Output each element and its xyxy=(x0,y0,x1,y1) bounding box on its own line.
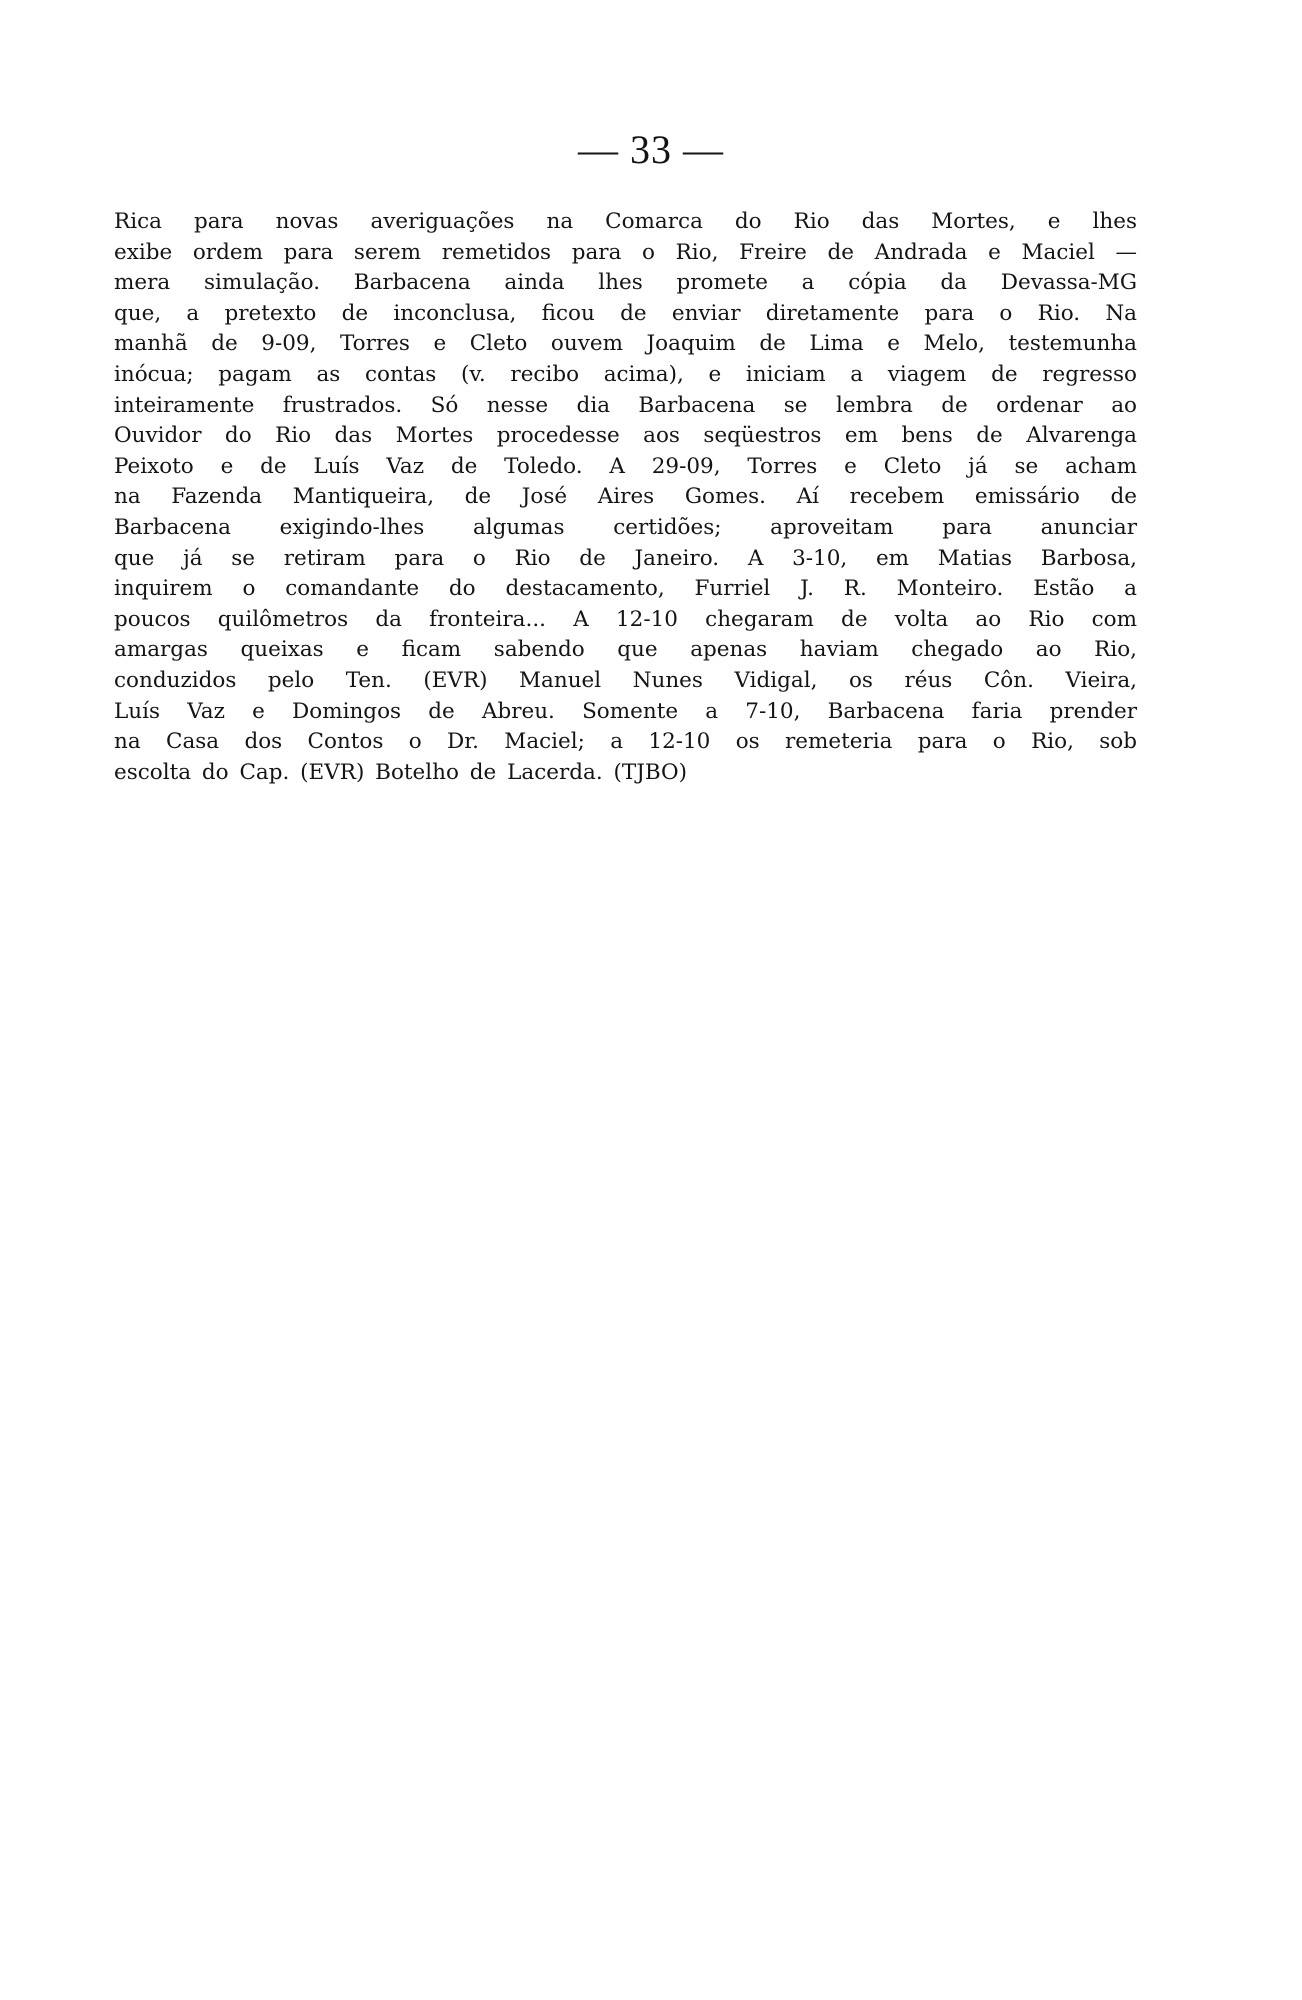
text-line: Peixoto e de Luís Vaz de Toledo. A 29-09, Torres e Cleto já se acham xyxy=(114,453,1137,479)
text-line: amargas queixas e ficam sabendo que apenas haviam chegado ao Rio, xyxy=(114,637,1137,663)
text-line: que, a pretexto de inconclusa, ficou de enviar diretamente para o Rio. Na xyxy=(114,300,1137,326)
text-line: na Fazenda Mantiqueira, de José Aires Gomes. Aí recebem emissário de xyxy=(114,484,1137,510)
text-line: conduzidos pelo Ten. (EVR) Manuel Nunes Vidigal, os réus Côn. Vieira, xyxy=(114,667,1137,693)
text-line: que já se retiram para o Rio de Janeiro. A 3-10, em Matias Barbosa, xyxy=(114,545,1137,571)
text-line: na Casa dos Contos o Dr. Maciel; a 12-10 os remeteria para o Rio, sob xyxy=(114,729,1137,755)
text-line: inteiramente frustrados. Só nesse dia Barbacena se lembra de ordenar ao xyxy=(114,392,1137,418)
text-line: mera simulação. Barbacena ainda lhes promete a cópia da Devassa-MG xyxy=(114,270,1137,296)
text-line: inquirem o comandante do destacamento, Furriel J. R. Monteiro. Estão a xyxy=(114,576,1137,602)
text-line: manhã de 9-09, Torres e Cleto ouvem Joaquim de Lima e Melo, testemunha xyxy=(114,331,1137,357)
text-line: Luís Vaz e Domingos de Abreu. Somente a 7-10, Barbacena faria prender xyxy=(114,698,1137,724)
text-line: poucos quilômetros da fronteira... A 12-10 chegaram de volta ao Rio com xyxy=(114,606,1137,632)
text-line: Rica para novas averiguações na Comarca do Rio das Mortes, e lhes xyxy=(114,209,1137,234)
text-line: exibe ordem para serem remetidos para o Rio, Freire de Andrada e Maciel — xyxy=(114,239,1137,265)
text-line: escolta do Cap. (EVR) Botelho de Lacerda. (TJBO) xyxy=(114,759,688,785)
text-line: inócua; pagam as contas (v. recibo acima), e iniciam a viagem de regresso xyxy=(114,361,1137,387)
text-line: Barbacena exigindo-lhes algumas certidões; aproveitam para anunciar xyxy=(114,514,1137,540)
body-paragraph xyxy=(114,207,1137,788)
page-number: — 33 — xyxy=(578,127,724,172)
text-line: Ouvidor do Rio das Mortes procedesse aos seqüestros em bens de Alvarenga xyxy=(114,423,1137,449)
